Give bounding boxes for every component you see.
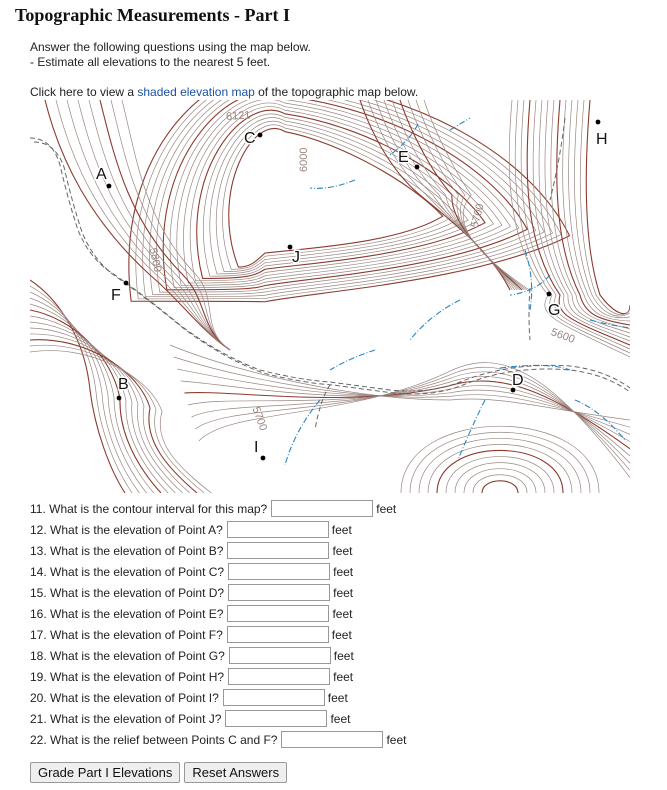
question-row bbox=[30, 708, 406, 729]
question-row bbox=[30, 603, 406, 624]
point-label-j: J bbox=[292, 249, 300, 266]
question-label: 17. What is the elevation of Point F? bbox=[30, 627, 223, 642]
benchmark-label: 6121 bbox=[225, 109, 251, 123]
point-g-marker bbox=[547, 292, 552, 297]
unit-label: feet bbox=[333, 648, 354, 663]
answer-input-q15[interactable] bbox=[228, 584, 330, 601]
point-label-f: F bbox=[111, 287, 121, 304]
point-i-marker bbox=[261, 456, 266, 461]
grade-part-i-button[interactable]: Grade Part I Elevations bbox=[30, 762, 180, 783]
question-row bbox=[30, 561, 406, 582]
unit-label: feet bbox=[331, 627, 352, 642]
answer-input-q16[interactable] bbox=[227, 605, 329, 622]
question-label: 13. What is the elevation of Point B? bbox=[30, 543, 224, 558]
unit-label: feet bbox=[376, 501, 397, 516]
question-row bbox=[30, 624, 406, 645]
contour-label: 5700 bbox=[468, 202, 487, 230]
question-row bbox=[30, 582, 406, 603]
point-h-marker bbox=[596, 120, 601, 125]
point-a-marker bbox=[107, 184, 112, 189]
question-row bbox=[30, 666, 406, 687]
point-label-b: B bbox=[118, 376, 129, 393]
answer-input-q13[interactable] bbox=[227, 542, 329, 559]
point-label-d: D bbox=[512, 372, 524, 389]
unit-label: feet bbox=[330, 711, 351, 726]
point-c-marker bbox=[258, 133, 263, 138]
shaded-elevation-map-link[interactable]: shaded elevation map bbox=[137, 85, 255, 99]
point-labels bbox=[96, 130, 608, 456]
question-row bbox=[30, 519, 406, 540]
question-row bbox=[30, 645, 406, 666]
instructions bbox=[30, 40, 311, 70]
question-label: 16. What is the elevation of Point E? bbox=[30, 606, 224, 621]
contour-label: 6000 bbox=[298, 147, 310, 172]
unit-label: feet bbox=[386, 732, 407, 747]
page-title: Topographic Measurements - Part I bbox=[15, 5, 290, 25]
instruction-line: - Estimate all elevations to the nearest 5 feet. bbox=[30, 55, 271, 69]
question-label: 19. What is the elevation of Point H? bbox=[30, 669, 225, 684]
question-row bbox=[30, 687, 406, 708]
answer-input-q18[interactable] bbox=[229, 647, 331, 664]
contour-label: 5700 bbox=[249, 405, 270, 433]
unit-label: feet bbox=[333, 669, 354, 684]
unit-label: feet bbox=[332, 606, 353, 621]
answer-input-q11[interactable] bbox=[271, 500, 373, 517]
question-label: 14. What is the elevation of Point C? bbox=[30, 564, 225, 579]
answer-input-q20[interactable] bbox=[223, 689, 325, 706]
question-row bbox=[30, 540, 406, 561]
reset-answers-button[interactable]: Reset Answers bbox=[184, 762, 287, 783]
answer-input-q14[interactable] bbox=[228, 563, 330, 580]
question-label: 12. What is the elevation of Point A? bbox=[30, 522, 223, 537]
answer-input-q22[interactable] bbox=[281, 731, 383, 748]
answer-input-q19[interactable] bbox=[228, 668, 330, 685]
contour-label: 5800 bbox=[146, 246, 164, 274]
topographic-map bbox=[30, 100, 630, 493]
question-label: 22. What is the relief between Points C and F? bbox=[30, 732, 278, 747]
unit-label: feet bbox=[327, 690, 348, 705]
unit-label: feet bbox=[331, 522, 352, 537]
unit-label: feet bbox=[333, 585, 354, 600]
question-label: 11. What is the contour interval for this map? bbox=[30, 501, 268, 516]
point-e-marker bbox=[415, 165, 420, 170]
question-label: 15. What is the elevation of Point D? bbox=[30, 585, 225, 600]
question-label: 21. What is the elevation of Point J? bbox=[30, 711, 222, 726]
unit-label: feet bbox=[332, 543, 353, 558]
contour-label: 5600 bbox=[549, 326, 577, 346]
question-row bbox=[30, 729, 406, 750]
instruction-line: Answer the following questions using the map below. bbox=[30, 40, 311, 54]
point-label-a: A bbox=[96, 166, 107, 183]
question-row bbox=[30, 498, 406, 519]
point-label-e: E bbox=[398, 149, 409, 166]
point-label-c: C bbox=[244, 130, 256, 147]
question-list bbox=[30, 498, 406, 750]
point-b-marker bbox=[117, 396, 122, 401]
answer-input-q17[interactable] bbox=[227, 626, 329, 643]
button-bar bbox=[30, 762, 287, 783]
map-link-prefix: Click here to view a bbox=[30, 85, 138, 99]
point-label-g: G bbox=[548, 302, 561, 319]
point-label-i: I bbox=[254, 439, 259, 456]
answer-input-q12[interactable] bbox=[227, 521, 329, 538]
answer-input-q21[interactable] bbox=[225, 710, 327, 727]
map-link-suffix: of the topographic map below. bbox=[254, 85, 419, 99]
point-label-h: H bbox=[596, 131, 608, 148]
map-link-line bbox=[30, 85, 418, 99]
question-label: 20. What is the elevation of Point I? bbox=[30, 690, 219, 705]
unit-label: feet bbox=[333, 564, 354, 579]
point-f-marker bbox=[124, 281, 129, 286]
question-label: 18. What is the elevation of Point G? bbox=[30, 648, 225, 663]
